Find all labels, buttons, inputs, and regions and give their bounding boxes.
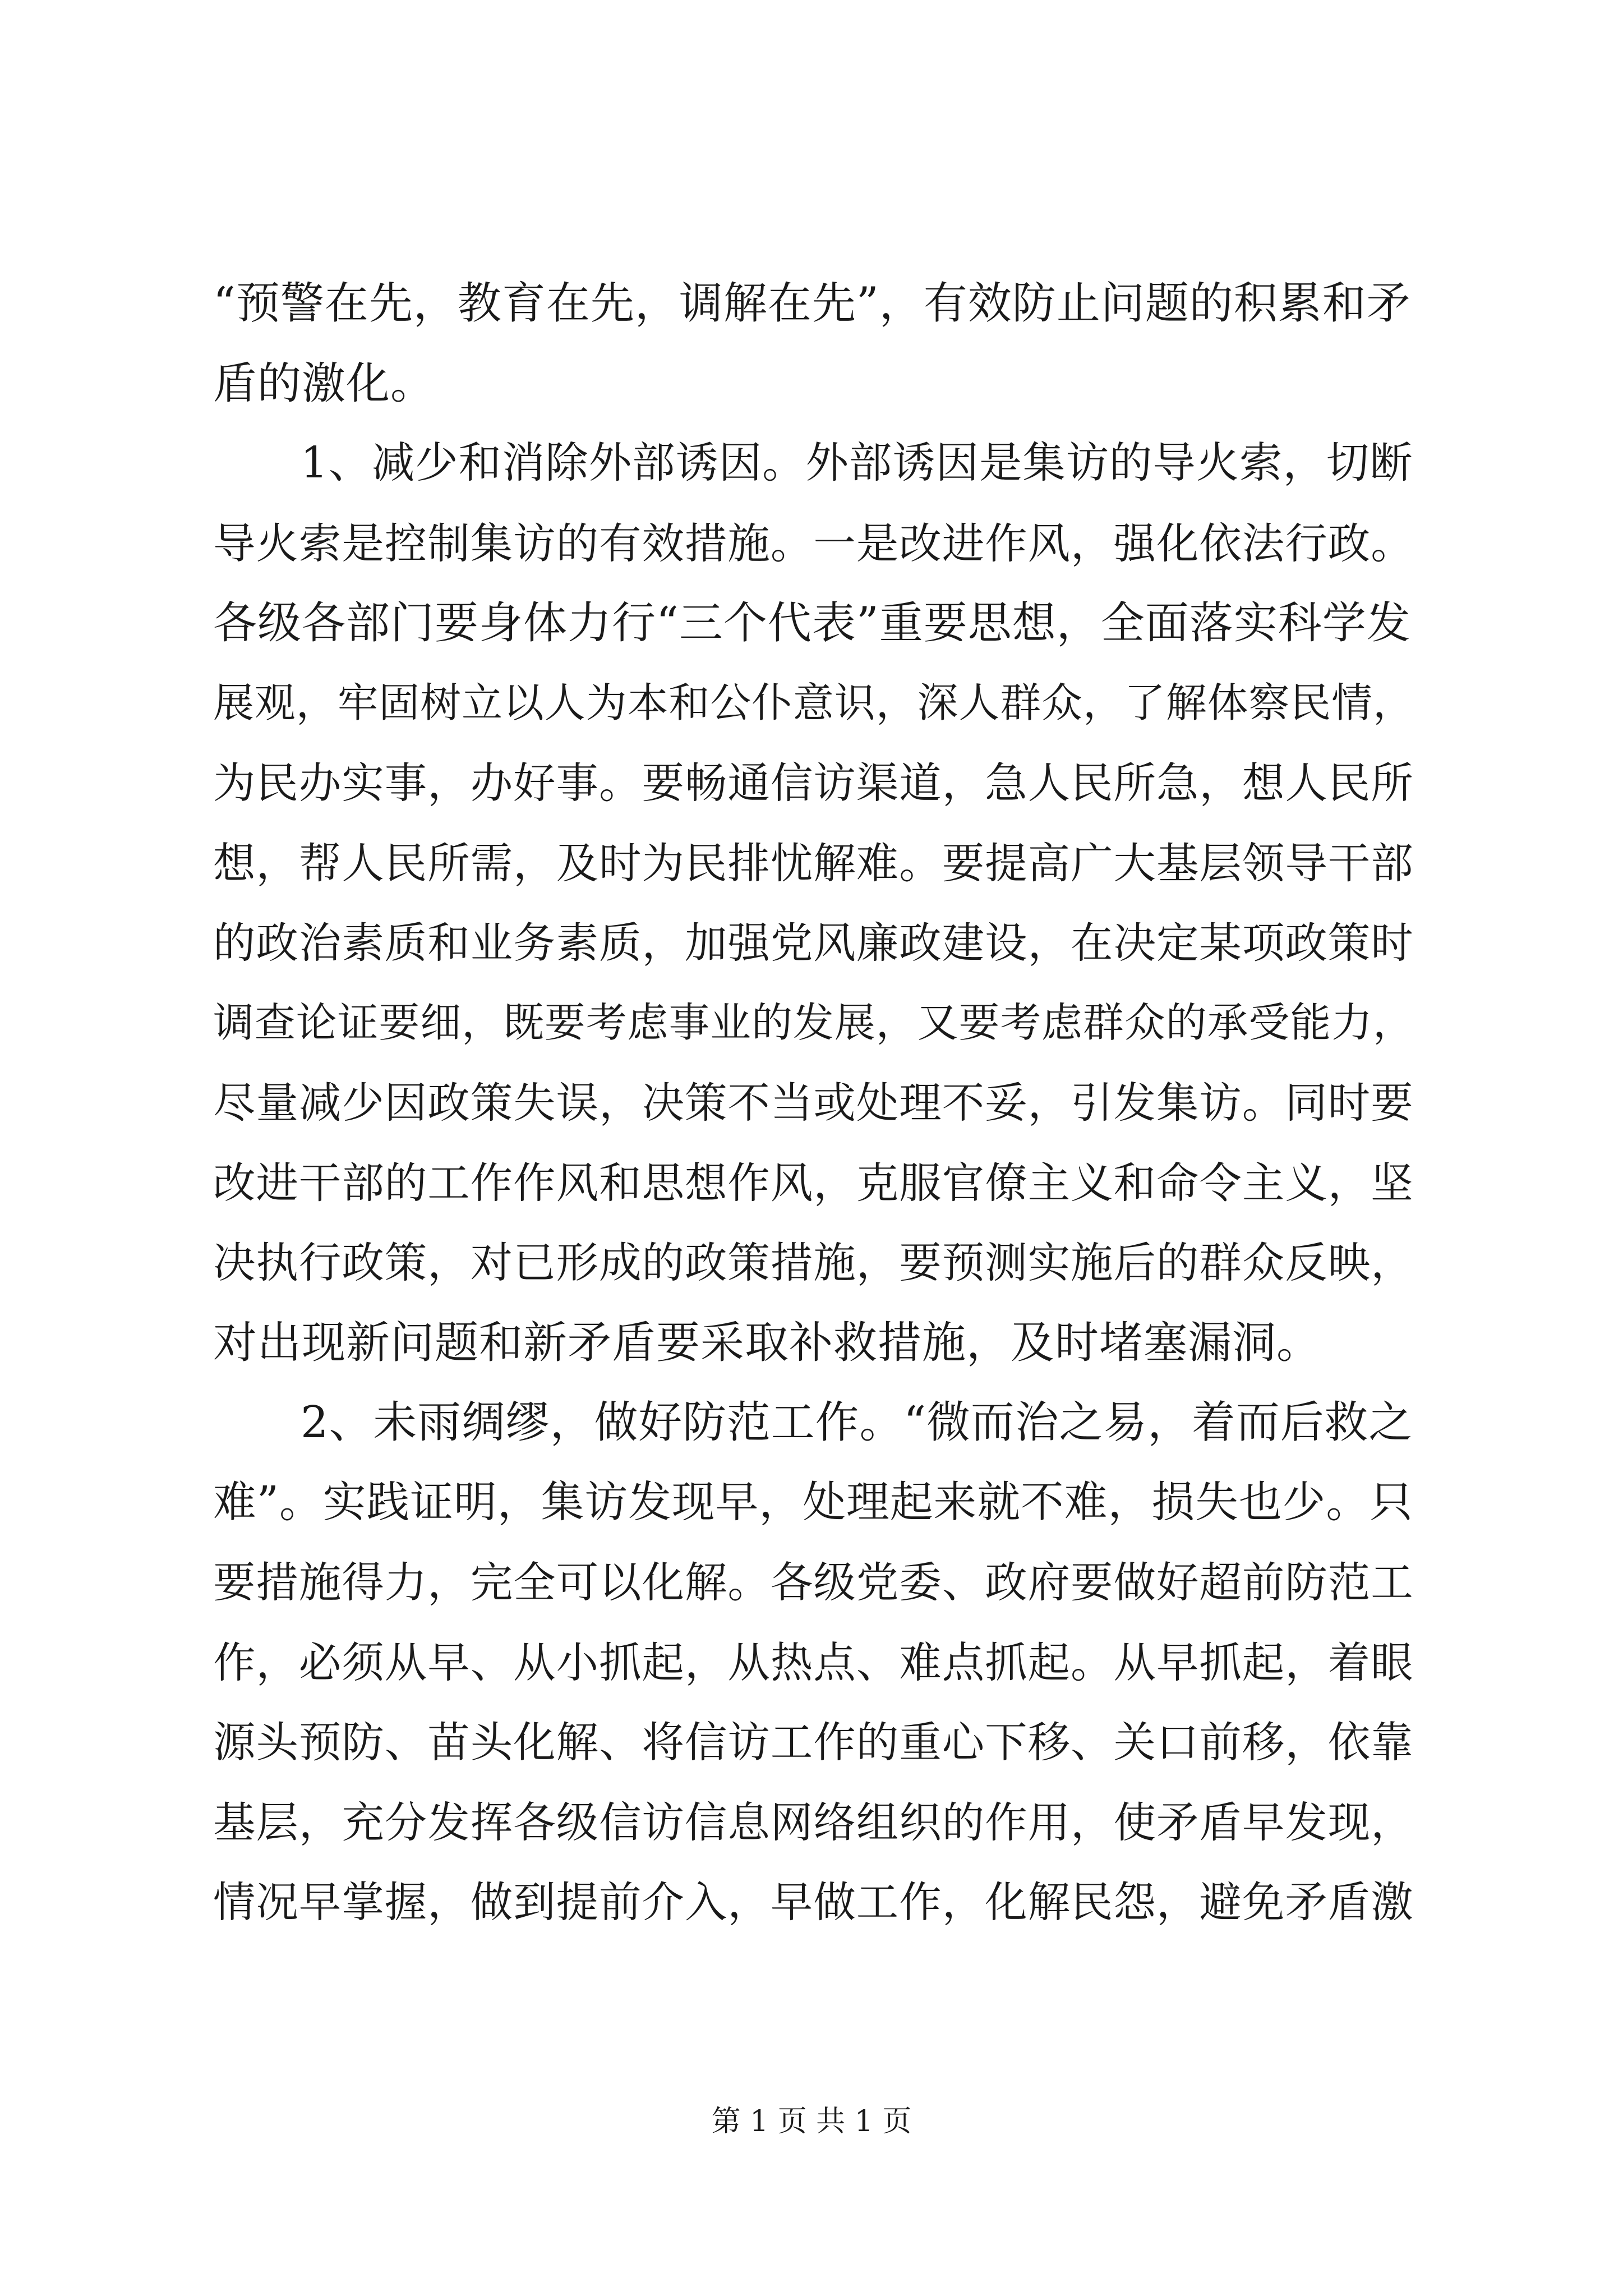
text-line: 1、减少和消除外部诱因。外部诱因是集访的导火索，切断	[301, 438, 1413, 488]
text-line: “预警在先，教育在先，调解在先”，有效防止问题的积累和矛	[213, 278, 1411, 329]
text-line: 尽量减少因政策失误，决策不当或处理不妥，引发集访。同时要	[213, 1078, 1414, 1128]
text-line: 难”。实践证明，集访发现早，处理起来就不难，损失也少。只	[213, 1477, 1413, 1527]
text-line: 基层，充分发挥各级信访信息网络组织的作用，使矛盾早发现，	[213, 1797, 1414, 1847]
text-line: 各级各部门要身体力行“三个代表”重要思想，全面落实科学发	[213, 598, 1411, 648]
text-line: 决执行政策，对已形成的政策措施，要预测实施后的群众反映，	[213, 1238, 1414, 1287]
page-footer: 第 1 页 共 1 页	[711, 2105, 912, 2138]
document-body	[213, 264, 1413, 1943]
text-line: 作，必须从早、从小抓起，从热点、难点抓起。从早抓起，着眼	[213, 1637, 1414, 1687]
text-line: 对出现新问题和新矛盾要采取补救措施，及时堵塞漏洞。	[213, 1317, 1321, 1368]
text-line: 情况早掌握，做到提前介入，早做工作，化解民怨，避免矛盾激	[213, 1878, 1414, 1927]
text-line: 盾的激化。	[213, 358, 435, 409]
text-line: 想，帮人民所需，及时为民排忧解难。要提高广大基层领导干部	[213, 838, 1414, 888]
text-line: 为民办实事，办好事。要畅通信访渠道，急人民所急，想人民所	[213, 758, 1414, 808]
text-line: 2、未雨绸缪，做好防范工作。“微而治之易，着而后救之	[301, 1397, 1413, 1448]
text-line: 的政治素质和业务素质，加强党风廉政建设，在决定某项政策时	[213, 918, 1414, 968]
text-line: 改进干部的工作作风和思想作风，克服官僚主义和命令主义，坚	[213, 1158, 1414, 1208]
text-line: 展观，牢固树立以人为本和公仆意识，深人群众，了解体察民情，	[213, 679, 1414, 727]
text-line: 源头预防、苗头化解、将信访工作的重心下移、关口前移，依靠	[213, 1718, 1414, 1767]
text-line: 导火索是控制集访的有效措施。一是改进作风，强化依法行政。	[213, 518, 1414, 568]
text-line: 调查论证要细，既要考虑事业的发展，又要考虑群众的承受能力，	[213, 999, 1414, 1047]
text-line: 要措施得力，完全可以化解。各级党委、政府要做好超前防范工	[213, 1558, 1414, 1607]
